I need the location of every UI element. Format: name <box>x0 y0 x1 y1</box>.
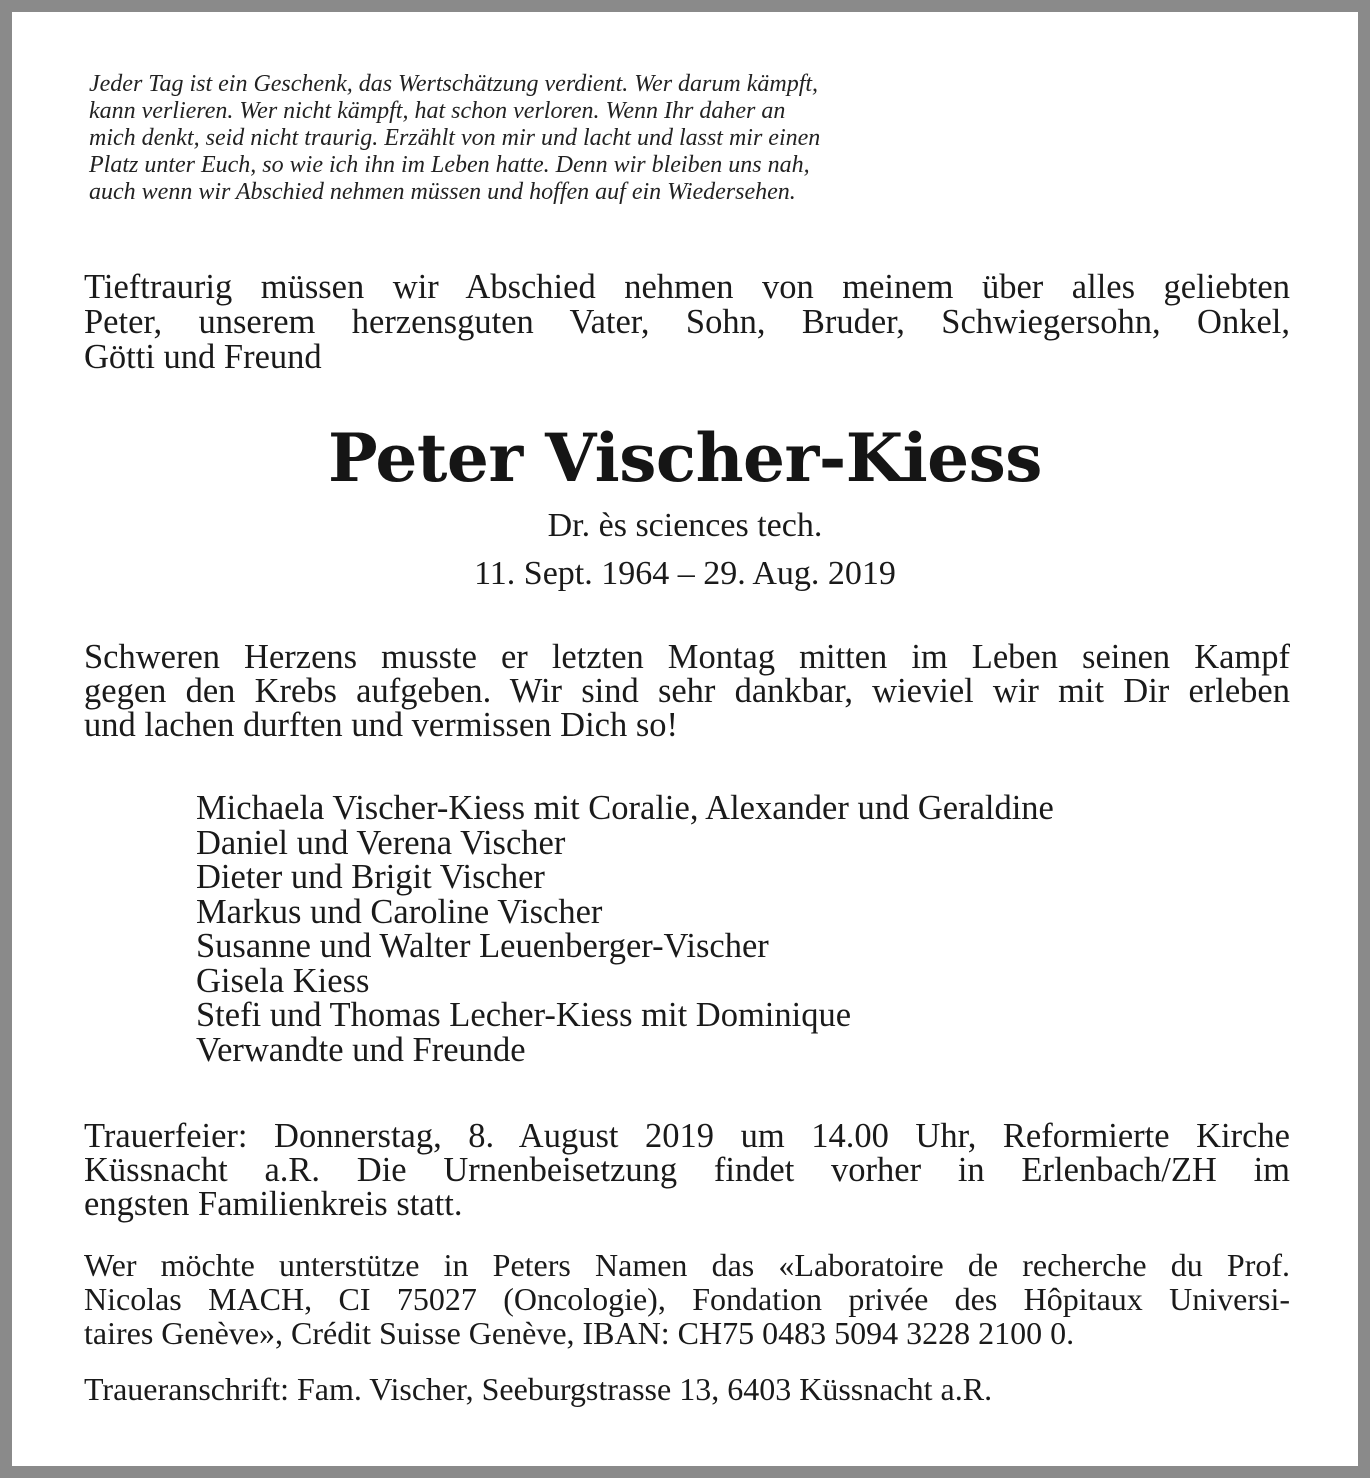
mourner-line: Daniel und Verena Vischer <box>196 824 566 862</box>
message-line: Schweren Herzens musste er letzten Montag mitten im Leben seinen Kampf <box>84 638 1290 676</box>
deceased-dates: 11. Sept. 1964 – 29. Aug. 2019 <box>474 555 896 592</box>
mourner-line: Susanne und Walter Leuenberger-Vischer <box>196 927 769 965</box>
message-line: und lachen durften und vermissen Dich so! <box>84 706 679 744</box>
mourner-line: Markus und Caroline Vischer <box>196 893 603 931</box>
ceremony-line: Trauerfeier: Donnerstag, 8. August 2019 um 14.00 Uhr, Reformierte Kirche <box>84 1117 1290 1155</box>
mourner-line: Verwandte und Freunde <box>196 1031 526 1069</box>
quote-line: Jeder Tag ist ein Geschenk, das Wertschätzung verdient. Wer darum kämpft, <box>89 71 819 97</box>
deceased-title: Dr. ès sciences tech. <box>547 507 823 544</box>
deceased-name: Peter Vischer-Kiess <box>328 419 1042 497</box>
quote-line: mich denkt, seid nicht traurig. Erzählt von mir und lacht und lasst mir einen <box>89 125 821 151</box>
intro-line: Götti und Freund <box>84 338 322 376</box>
intro-line: Tieftraurig müssen wir Abschied nehmen von meinem über alles geliebten <box>84 268 1290 306</box>
mourner-line: Gisela Kiess <box>196 962 370 1000</box>
intro-line: Peter, unserem herzensguten Vater, Sohn, Bruder, Schwiegersohn, Onkel, <box>84 303 1290 341</box>
mourner-line: Michaela Vischer-Kiess mit Coralie, Alexander und Geraldine <box>196 789 1054 827</box>
ceremony-line: Küssnacht a.R. Die Urnenbeisetzung findet vorher in Erlenbach/ZH im <box>84 1151 1290 1189</box>
donation-line: taires Genève», Crédit Suisse Genève, IBAN: CH75 0483 5094 3228 2100 0. <box>84 1315 1075 1351</box>
donation-line: Nicolas MACH, CI 75027 (Oncologie), Fondation privée des Hôpitaux Universi- <box>84 1281 1290 1317</box>
quote-line: Platz unter Euch, so wie ich ihn im Leben hatte. Denn wir bleiben uns nah, <box>89 152 810 178</box>
ceremony-line: engsten Familienkreis statt. <box>84 1185 463 1223</box>
mourner-line: Stefi und Thomas Lecher-Kiess mit Dominique <box>196 996 852 1034</box>
quote-line: auch wenn wir Abschied nehmen müssen und hoffen auf ein Wiedersehen. <box>89 179 796 205</box>
message-line: gegen den Krebs aufgeben. Wir sind sehr dankbar, wieviel wir mit Dir erleben <box>84 672 1290 710</box>
quote-line: kann verlieren. Wer nicht kämpft, hat schon verloren. Wenn Ihr daher an <box>89 98 786 124</box>
obituary-notice <box>12 12 1358 1466</box>
donation-line: Wer möchte unterstütze in Peters Namen das «Laboratoire de recherche du Prof. <box>84 1247 1290 1283</box>
mourner-line: Dieter und Brigit Vischer <box>196 858 545 896</box>
mourning-address: Traueranschrift: Fam. Vischer, Seeburgstrasse 13, 6403 Küssnacht a.R. <box>84 1371 993 1407</box>
